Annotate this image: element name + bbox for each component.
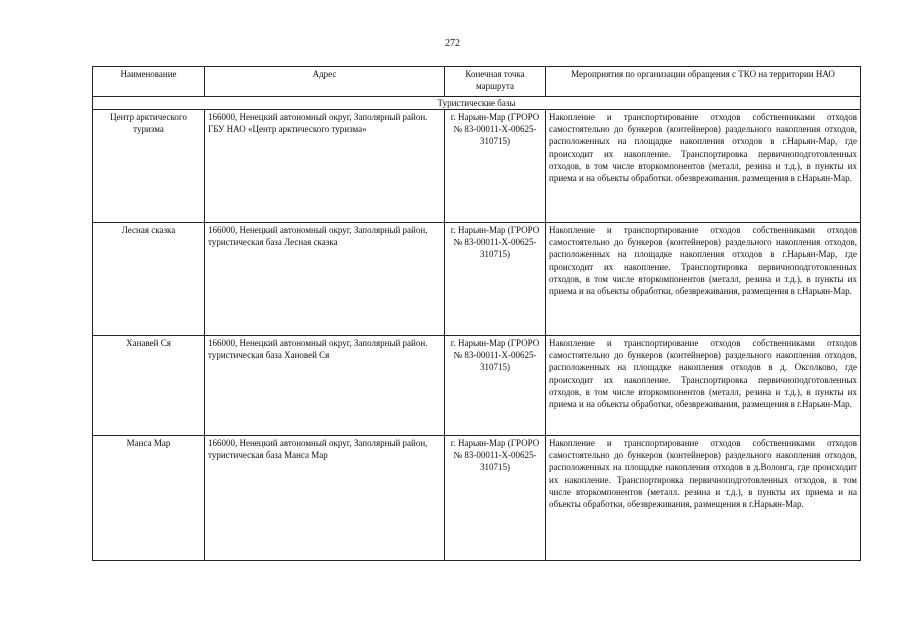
- table-header-row: [93, 67, 861, 97]
- header-actions: Мероприятия по организации обращения с ТКО на территории НАО: [546, 67, 861, 97]
- section-row: [93, 97, 861, 110]
- table-row: [93, 110, 861, 223]
- cell-route: г. Нарьян-Мар (ГРОРО № 83-00011-Х-00625-310715): [445, 436, 546, 561]
- cell-route: г. Нарьян-Мар (ГРОРО № 83-00011-Х-00625-310715): [445, 110, 546, 223]
- cell-actions: Накопление и транспортирование отходов собственниками отходов самостоятельно до бункеров (контейнеров) раздельного накопления отходов, расположенных на площадке накопления отходов в г.Нарьян-Мар, где происходит их накопление. Транспортировка первичноподготовленных отходов, в том числе вторкомпонентов (металл, резина и т.д.), в пункты их приема и на объекты обработки, обезвреживания, размещения в г.Нарьян-Мар.: [546, 223, 861, 336]
- header-route: Конечная точка маршрута: [445, 67, 546, 97]
- table-row: [93, 436, 861, 561]
- cell-address: 166000, Ненецкий автономный округ, Заполярный район. ГБУ НАО «Центр арктического туризма»: [205, 110, 445, 223]
- table-row: [93, 336, 861, 436]
- cell-actions: Накопление и транспортирование отходов собственниками отходов самостоятельно до бункеров (контейнеров) раздельного накопления отходов, расположенных на площадке накопления отходов в д.Волонга, где происходит их накопление. Транспортировка первичноподготовленных отходов, в том числе вторкомпонентов (металл. резина и т.д.), в пункты их приема и на объекты обработки, обезвреживания, размещения в г.Нарьян-Мар.: [546, 436, 861, 561]
- cell-name: Центр арктического туризма: [93, 110, 205, 223]
- cell-address: 166000, Ненецкий автономный округ, Заполярный район. туристическая база Хановей Ся: [205, 336, 445, 436]
- cell-route: г. Нарьян-Мар (ГРОРО № 83-00011-Х-00625-310715): [445, 336, 546, 436]
- section-title: Туристические базы: [93, 97, 861, 110]
- cell-name: Лесная сказка: [93, 223, 205, 336]
- page-number: 272: [445, 38, 460, 49]
- header-name: Наименование: [93, 67, 205, 97]
- cell-actions: Накопление и транспортирование отходов собственниками отходов самостоятельно до бункеров (контейнеров) раздельного накопления отходов, расположенных на площадке накопления отходов в д. Оксолково, где происходит их накопление. Транспортировка первичноподготовленных отходов, в том числе вторкомпонентов (металл, резина и т.д.), в пункты их приема и на объекты обработки, обезвреживания, размещения в г.Нарьян-Мар.: [546, 336, 861, 436]
- cell-address: 166000, Ненецкий автономный округ, Заполярный район, туристическая база Манса Мар: [205, 436, 445, 561]
- table-row: [93, 223, 861, 336]
- cell-actions: Накопление и транспортирование отходов собственниками отходов самостоятельно до бункеров (контейнеров) раздельного накопления отходов, расположенных на площадке накопления отходов в г.Нарьян-Мар, где происходит их накопление. Транспортировка первичноподготовленных отходов, в том числе вторкомпонентов (металл, резина и т.д.), в пункты их приема и на объекты обработки. обезвреживания. размещения в г.Нарьян-Мар.: [546, 110, 861, 223]
- cell-address: 166000, Ненецкий автономный округ, Заполярный район, туристическая база Лесная сказка: [205, 223, 445, 336]
- waste-management-table: [92, 66, 861, 561]
- cell-route: г. Нарьян-Мар (ГРОРО № 83-00011-Х-00625-310715): [445, 223, 546, 336]
- cell-name: Ханавей Ся: [93, 336, 205, 436]
- cell-name: Манса Мар: [93, 436, 205, 561]
- header-address: Адрес: [205, 67, 445, 97]
